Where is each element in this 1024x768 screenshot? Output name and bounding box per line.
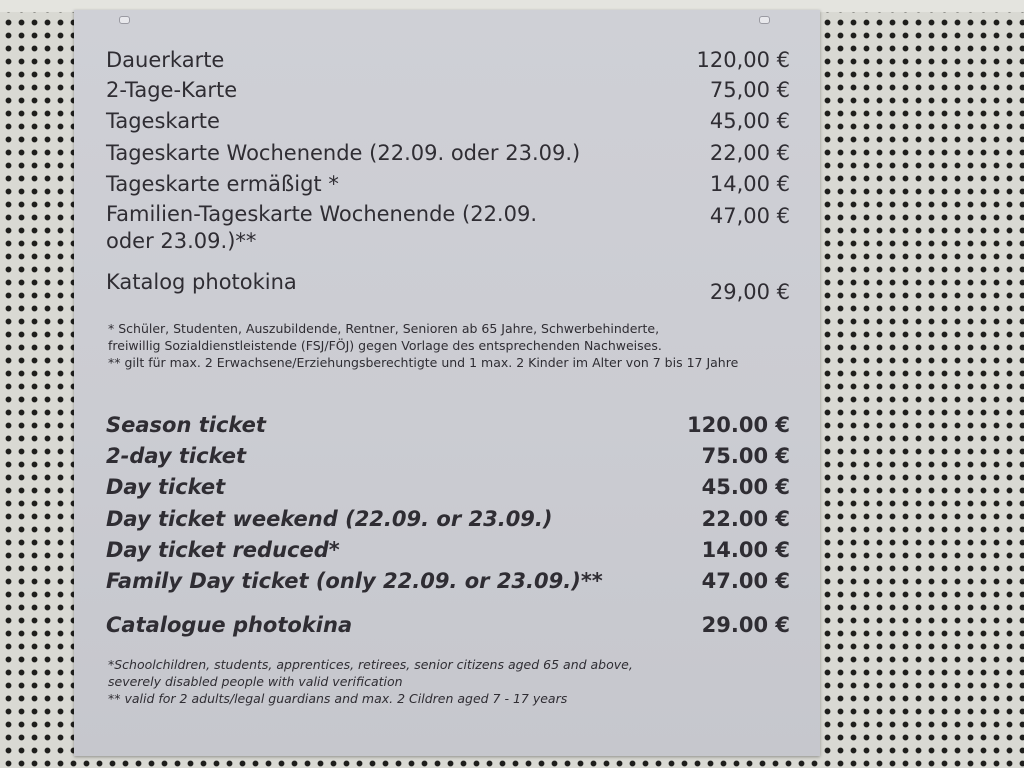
- price-label: Tageskarte Wochenende (22.09. oder 23.09.): [106, 141, 581, 165]
- price-row-de-catalogue: [106, 272, 790, 302]
- footnote-line: freiwillig Sozialdienstleistende (FSJ/FÖJ) gegen Vorlage des entsprechenden Nachweises.: [108, 338, 662, 353]
- price-row-en-weekend: [106, 504, 790, 534]
- price-row-de-family: [106, 201, 790, 257]
- price-label: Family Day ticket (only 22.09. or 23.09.)**: [106, 569, 603, 593]
- price-label: Day ticket reduced*: [106, 538, 340, 562]
- footnote-line: ** gilt für max. 2 Erwachsene/Erziehungsberechtigte und 1 max. 2 Kinder im Alter von 7 bis 17 Jahre: [108, 355, 739, 370]
- price-label: Dauerkarte: [106, 48, 225, 72]
- price-value: 22,00 €: [709, 141, 790, 165]
- price-label: Tageskarte ermäßigt *: [106, 172, 339, 196]
- price-value: 29,00 €: [709, 280, 790, 304]
- price-value: 47,00 €: [709, 204, 790, 228]
- price-value: 45,00 €: [709, 109, 790, 133]
- price-label: Tageskarte: [106, 109, 220, 133]
- mounting-screw-left: [119, 16, 130, 24]
- price-label: 2-day ticket: [106, 444, 247, 468]
- price-label: Katalog photokina: [106, 270, 297, 294]
- price-value: 14,00 €: [709, 172, 790, 196]
- price-row-de-reduced: [106, 169, 790, 199]
- price-value: 14.00 €: [701, 538, 790, 562]
- footnote-line: * Schüler, Studenten, Auszubildende, Rentner, Senioren ab 65 Jahre, Schwerbehinderte,: [108, 321, 660, 336]
- price-value: 45.00 €: [701, 475, 790, 499]
- price-value: 120.00 €: [687, 413, 790, 437]
- mounting-screw-right: [759, 16, 770, 24]
- price-label: Familien-Tageskarte Wochenende (22.09. oder 23.09.)**: [106, 202, 538, 253]
- price-value: 75,00 €: [709, 78, 790, 102]
- price-label: 2-Tage-Karte: [106, 78, 238, 102]
- footnote-line: *Schoolchildren, students, apprentices, retirees, senior citizens aged 65 and above,: [108, 657, 633, 672]
- price-row-de-day: [106, 106, 790, 136]
- price-row-en-2day: [106, 441, 790, 471]
- price-value: 22.00 €: [701, 507, 790, 531]
- price-row-de-weekend: [106, 138, 790, 168]
- price-row-en-catalogue: [106, 610, 790, 640]
- footnote-de: [108, 320, 798, 371]
- price-row-en-day: [106, 472, 790, 502]
- footnote-en: [108, 656, 798, 707]
- footnote-line: ** valid for 2 adults/legal guardians and max. 2 Cildren aged 7 - 17 years: [108, 691, 568, 706]
- price-sign: [74, 10, 820, 756]
- price-value: 75.00 €: [701, 444, 790, 468]
- footnote-line: severely disabled people with valid verification: [108, 674, 403, 689]
- price-value: 120,00 €: [696, 48, 790, 72]
- price-value: 29.00 €: [701, 613, 790, 637]
- price-label: Day ticket weekend (22.09. or 23.09.): [106, 507, 553, 531]
- price-row-en-season: [106, 410, 790, 440]
- price-value: 47.00 €: [701, 569, 790, 593]
- price-row-de-season: [106, 45, 790, 75]
- price-label: Day ticket: [106, 475, 226, 499]
- price-row-en-reduced: [106, 535, 790, 565]
- price-row-de-2day: [106, 75, 790, 105]
- price-row-en-family: [106, 566, 790, 596]
- price-label: Season ticket: [106, 413, 266, 437]
- price-label: Catalogue photokina: [106, 613, 353, 637]
